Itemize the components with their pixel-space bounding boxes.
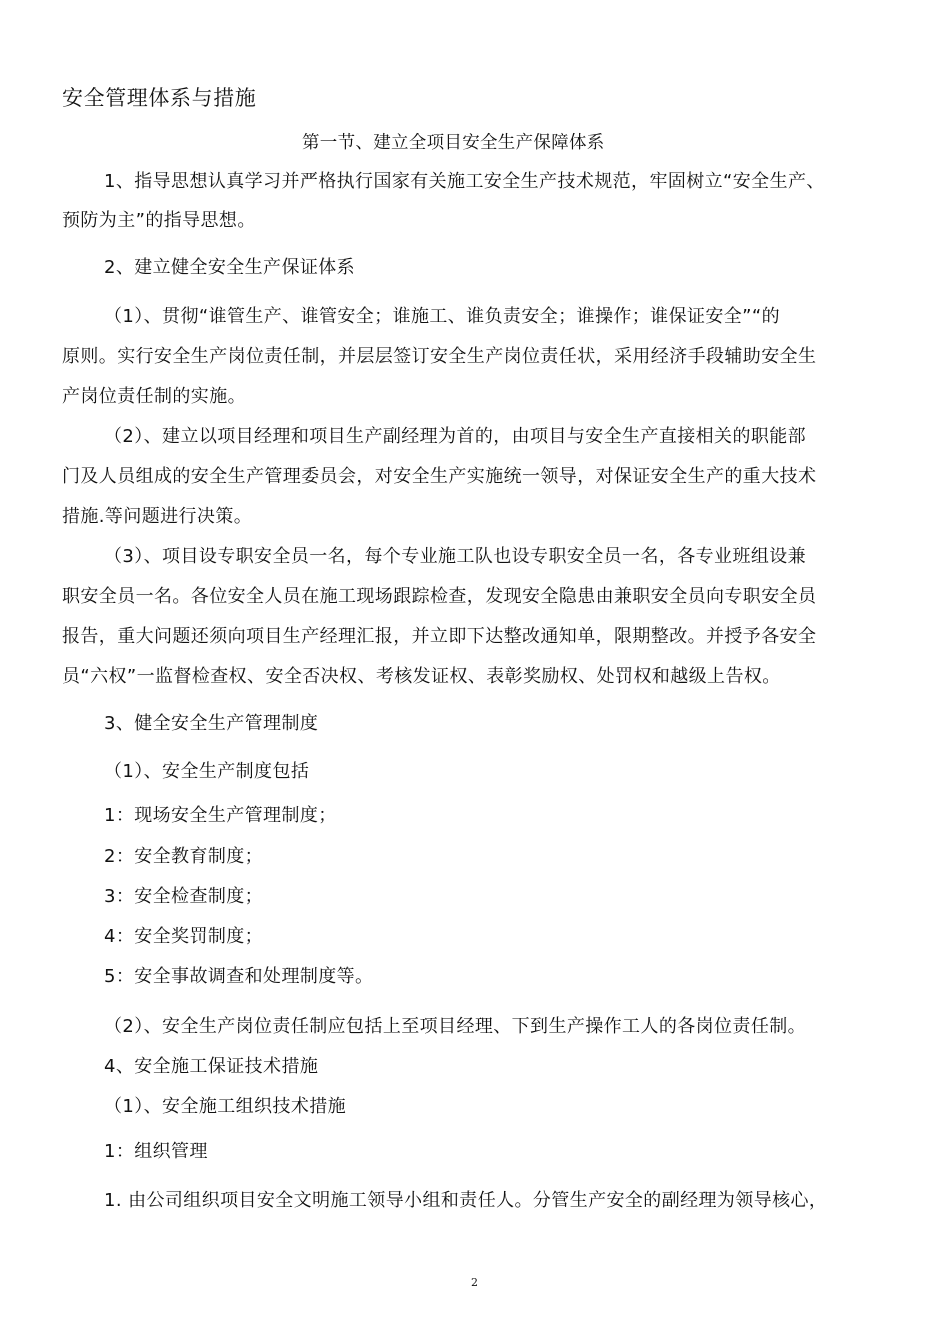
paragraph-line: 1、指导思想认真学习并严格执行国家有关施工安全生产技术规范，牢固树立“安全生产、 [104, 171, 825, 192]
paragraph-line: 2、建立健全安全生产保证体系 [104, 257, 356, 278]
list-item: 4：安全奖罚制度； [104, 926, 264, 947]
list-item: 1：组织管理 [104, 1141, 208, 1162]
paragraph-line: 3、健全安全生产管理制度 [104, 713, 319, 734]
paragraph-line: （3）、项目设专职安全员一名，每个专业施工队也设专职安全员一名，各专业班组设兼 [104, 546, 807, 567]
list-item: 2：安全教育制度； [104, 846, 264, 867]
paragraph-line: 4、安全施工保证技术措施 [104, 1056, 319, 1077]
paragraph-line: （1）、安全生产制度包括 [104, 761, 310, 782]
paragraph-line: 员“六权”一监督检查权、安全否决权、考核发证权、表彰奖励权、处罚权和越级上告权。 [62, 666, 781, 687]
page-number: 2 [471, 1276, 478, 1289]
paragraph-line: 预防为主”的指导思想。 [62, 210, 256, 231]
list-item: 3：安全检查制度； [104, 886, 264, 907]
document-title: 安全管理体系与措施 [62, 86, 257, 110]
paragraph-line: 报告，重大问题还须向项目生产经理汇报，并立即下达整改通知单，限期整改。并授予各安全 [62, 626, 817, 647]
paragraph-line: 原则。实行安全生产岗位责任制，并层层签订安全生产岗位责任状，采用经济手段辅助安全生 [62, 346, 817, 367]
paragraph-line: （2）、安全生产岗位责任制应包括上至项目经理、下到生产操作工人的各岗位责任制。 [104, 1016, 807, 1037]
list-item: 5：安全事故调查和处理制度等。 [104, 966, 374, 987]
paragraph-line: （1）、贯彻“谁管生产、谁管安全；谁施工、谁负责安全；谁操作；谁保证安全”“的 [104, 306, 781, 327]
paragraph-line: （1）、安全施工组织技术措施 [104, 1096, 347, 1117]
paragraph-line: 措施.等问题进行决策。 [62, 506, 253, 527]
paragraph-line: 产岗位责任制的实施。 [62, 386, 246, 407]
section-heading: 第一节、建立全项目安全生产保障体系 [302, 133, 605, 153]
list-item: 1. 由公司组织项目安全文明施工领导小组和责任人。分管生产安全的副经理为领导核心， [104, 1190, 828, 1211]
paragraph-line: 门及人员组成的安全生产管理委员会，对安全生产实施统一领导，对保证安全生产的重大技术 [62, 466, 817, 487]
paragraph-line: （2）、建立以项目经理和项目生产副经理为首的，由项目与安全生产直接相关的职能部 [104, 426, 807, 447]
paragraph-line: 职安全员一名。各位安全人员在施工现场跟踪检查，发现安全隐患由兼职安全员向专职安全员 [62, 586, 817, 607]
list-item: 1：现场安全生产管理制度； [104, 805, 337, 826]
